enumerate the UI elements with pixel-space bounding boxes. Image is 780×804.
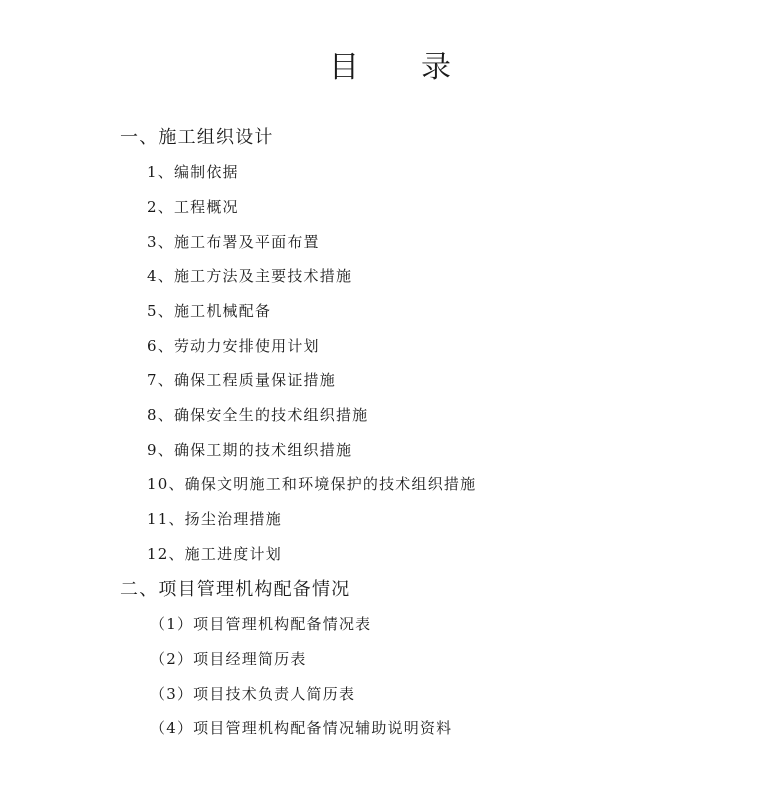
toc-item: 12、施工进度计划 [147, 545, 282, 563]
toc-item: （2）项目经理简历表 [150, 650, 307, 668]
toc-item: 8、确保安全生的技术组织措施 [147, 406, 369, 424]
toc-item: 5、施工机械配备 [147, 302, 272, 320]
toc-item: 4、施工方法及主要技术措施 [147, 267, 353, 285]
toc-item: （3）项目技术负责人简历表 [150, 685, 356, 703]
toc-item: 1、编制依据 [147, 163, 239, 181]
toc-section-2: 二、项目管理机构配备情况 [120, 579, 351, 600]
toc-item: 7、确保工程质量保证措施 [147, 371, 336, 389]
toc-item: 9、确保工期的技术组织措施 [147, 441, 353, 459]
toc-title-char-1: 目 [329, 50, 359, 85]
toc-item: （4）项目管理机构配备情况辅助说明资料 [150, 719, 453, 737]
toc-item: （1）项目管理机构配备情况表 [150, 615, 372, 633]
toc-title [0, 42, 780, 86]
toc-item: 6、劳动力安排使用计划 [147, 337, 320, 355]
toc-item: 2、工程概况 [147, 198, 239, 216]
toc-item: 11、扬尘治理措施 [147, 510, 282, 528]
toc-title-char-2: 录 [421, 50, 451, 85]
toc-item: 10、确保文明施工和环境保护的技术组织措施 [147, 475, 477, 493]
toc-item: 3、施工布署及平面布置 [147, 233, 320, 251]
toc-section-1: 一、施工组织设计 [120, 127, 274, 148]
